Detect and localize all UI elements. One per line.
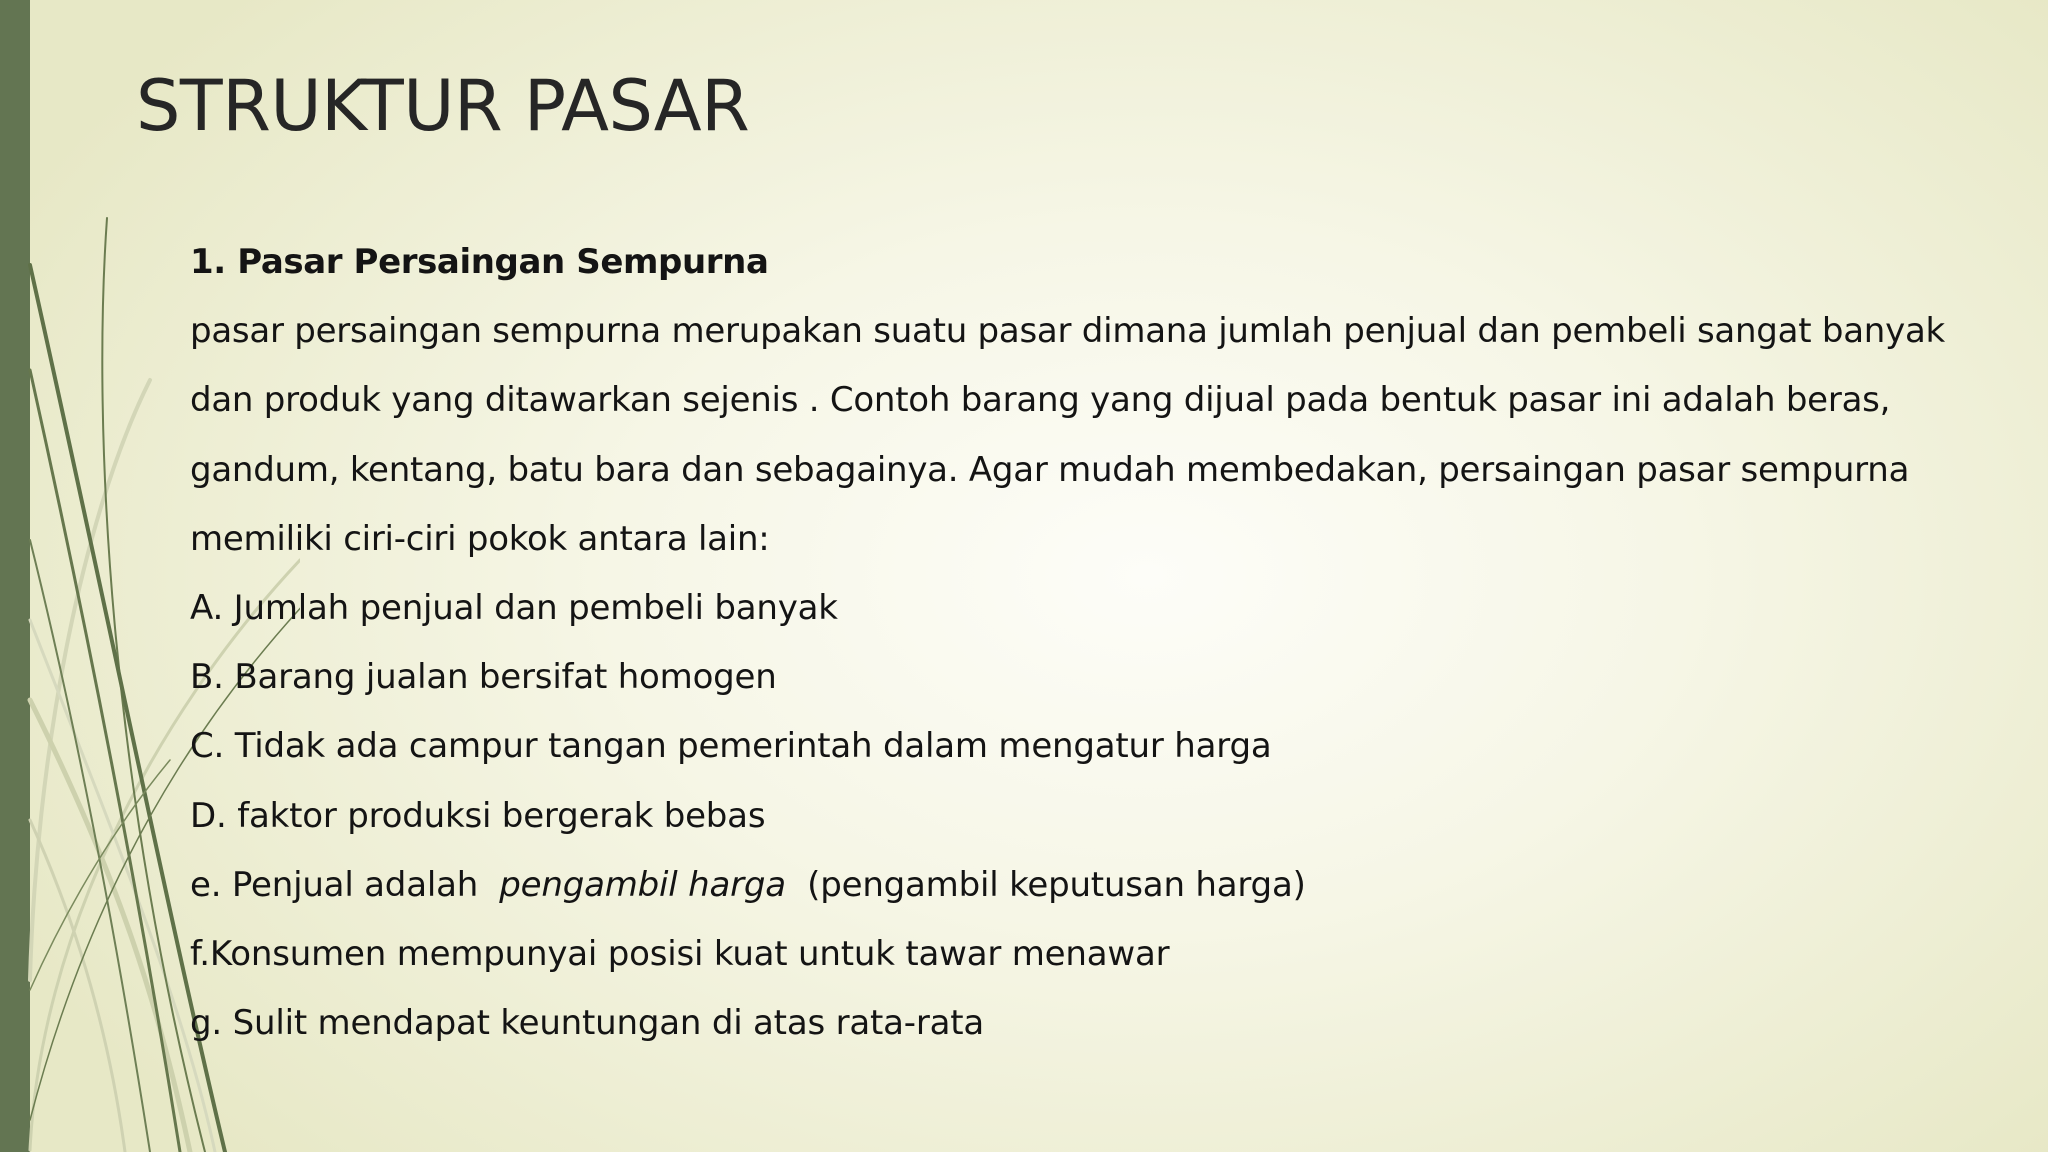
intro-paragraph [190,297,1980,574]
section-heading: 1. Pasar Persaingan Sempurna [190,242,769,282]
grass-blade [30,540,150,1152]
list-item-b: B. Barang jualan bersifat homogen [190,657,777,698]
slide-title: STRUKTUR PASAR [136,65,750,147]
list-item-f: f.Konsumen mempunyai posisi kuat untuk tawar menawar [190,934,1170,975]
list-item-e [190,851,1980,920]
list-item-g: g. Sulit mendapat keuntungan di atas rata-rata [190,1003,985,1044]
list-item-a: A. Jumlah penjual dan pembeli banyak [190,588,838,629]
grass-blade [30,700,190,1152]
paragraph-line: gandum, kentang, batu bara dan sebagainya. Agar mudah membedakan, persaingan pasar sempurna [190,449,1910,490]
paragraph-line: memiliki ciri-ciri pokok antara lain: [190,518,770,559]
paragraph-line: dan produk yang ditawarkan sejenis . Contoh barang yang dijual pada bentuk pasar ini adalah beras, [190,380,1891,421]
list-item-e-suffix: (pengambil keputusan harga) [785,864,1306,905]
grass-blade [30,820,125,1152]
paragraph-line: pasar persaingan sempurna merupakan suatu pasar dimana jumlah penjual dan pembeli sangat banyak [190,311,1945,352]
list-item-d: D. faktor produksi bergerak bebas [190,795,766,836]
grass-blade [30,760,170,990]
list-item-c: C. Tidak ada campur tangan pemerintah dalam mengatur harga [190,726,1272,767]
list-item-e-prefix: e. Penjual adalah [190,864,500,905]
slide-content [190,228,1980,1058]
list-item-e-italic-term: pengambil harga [499,864,786,905]
